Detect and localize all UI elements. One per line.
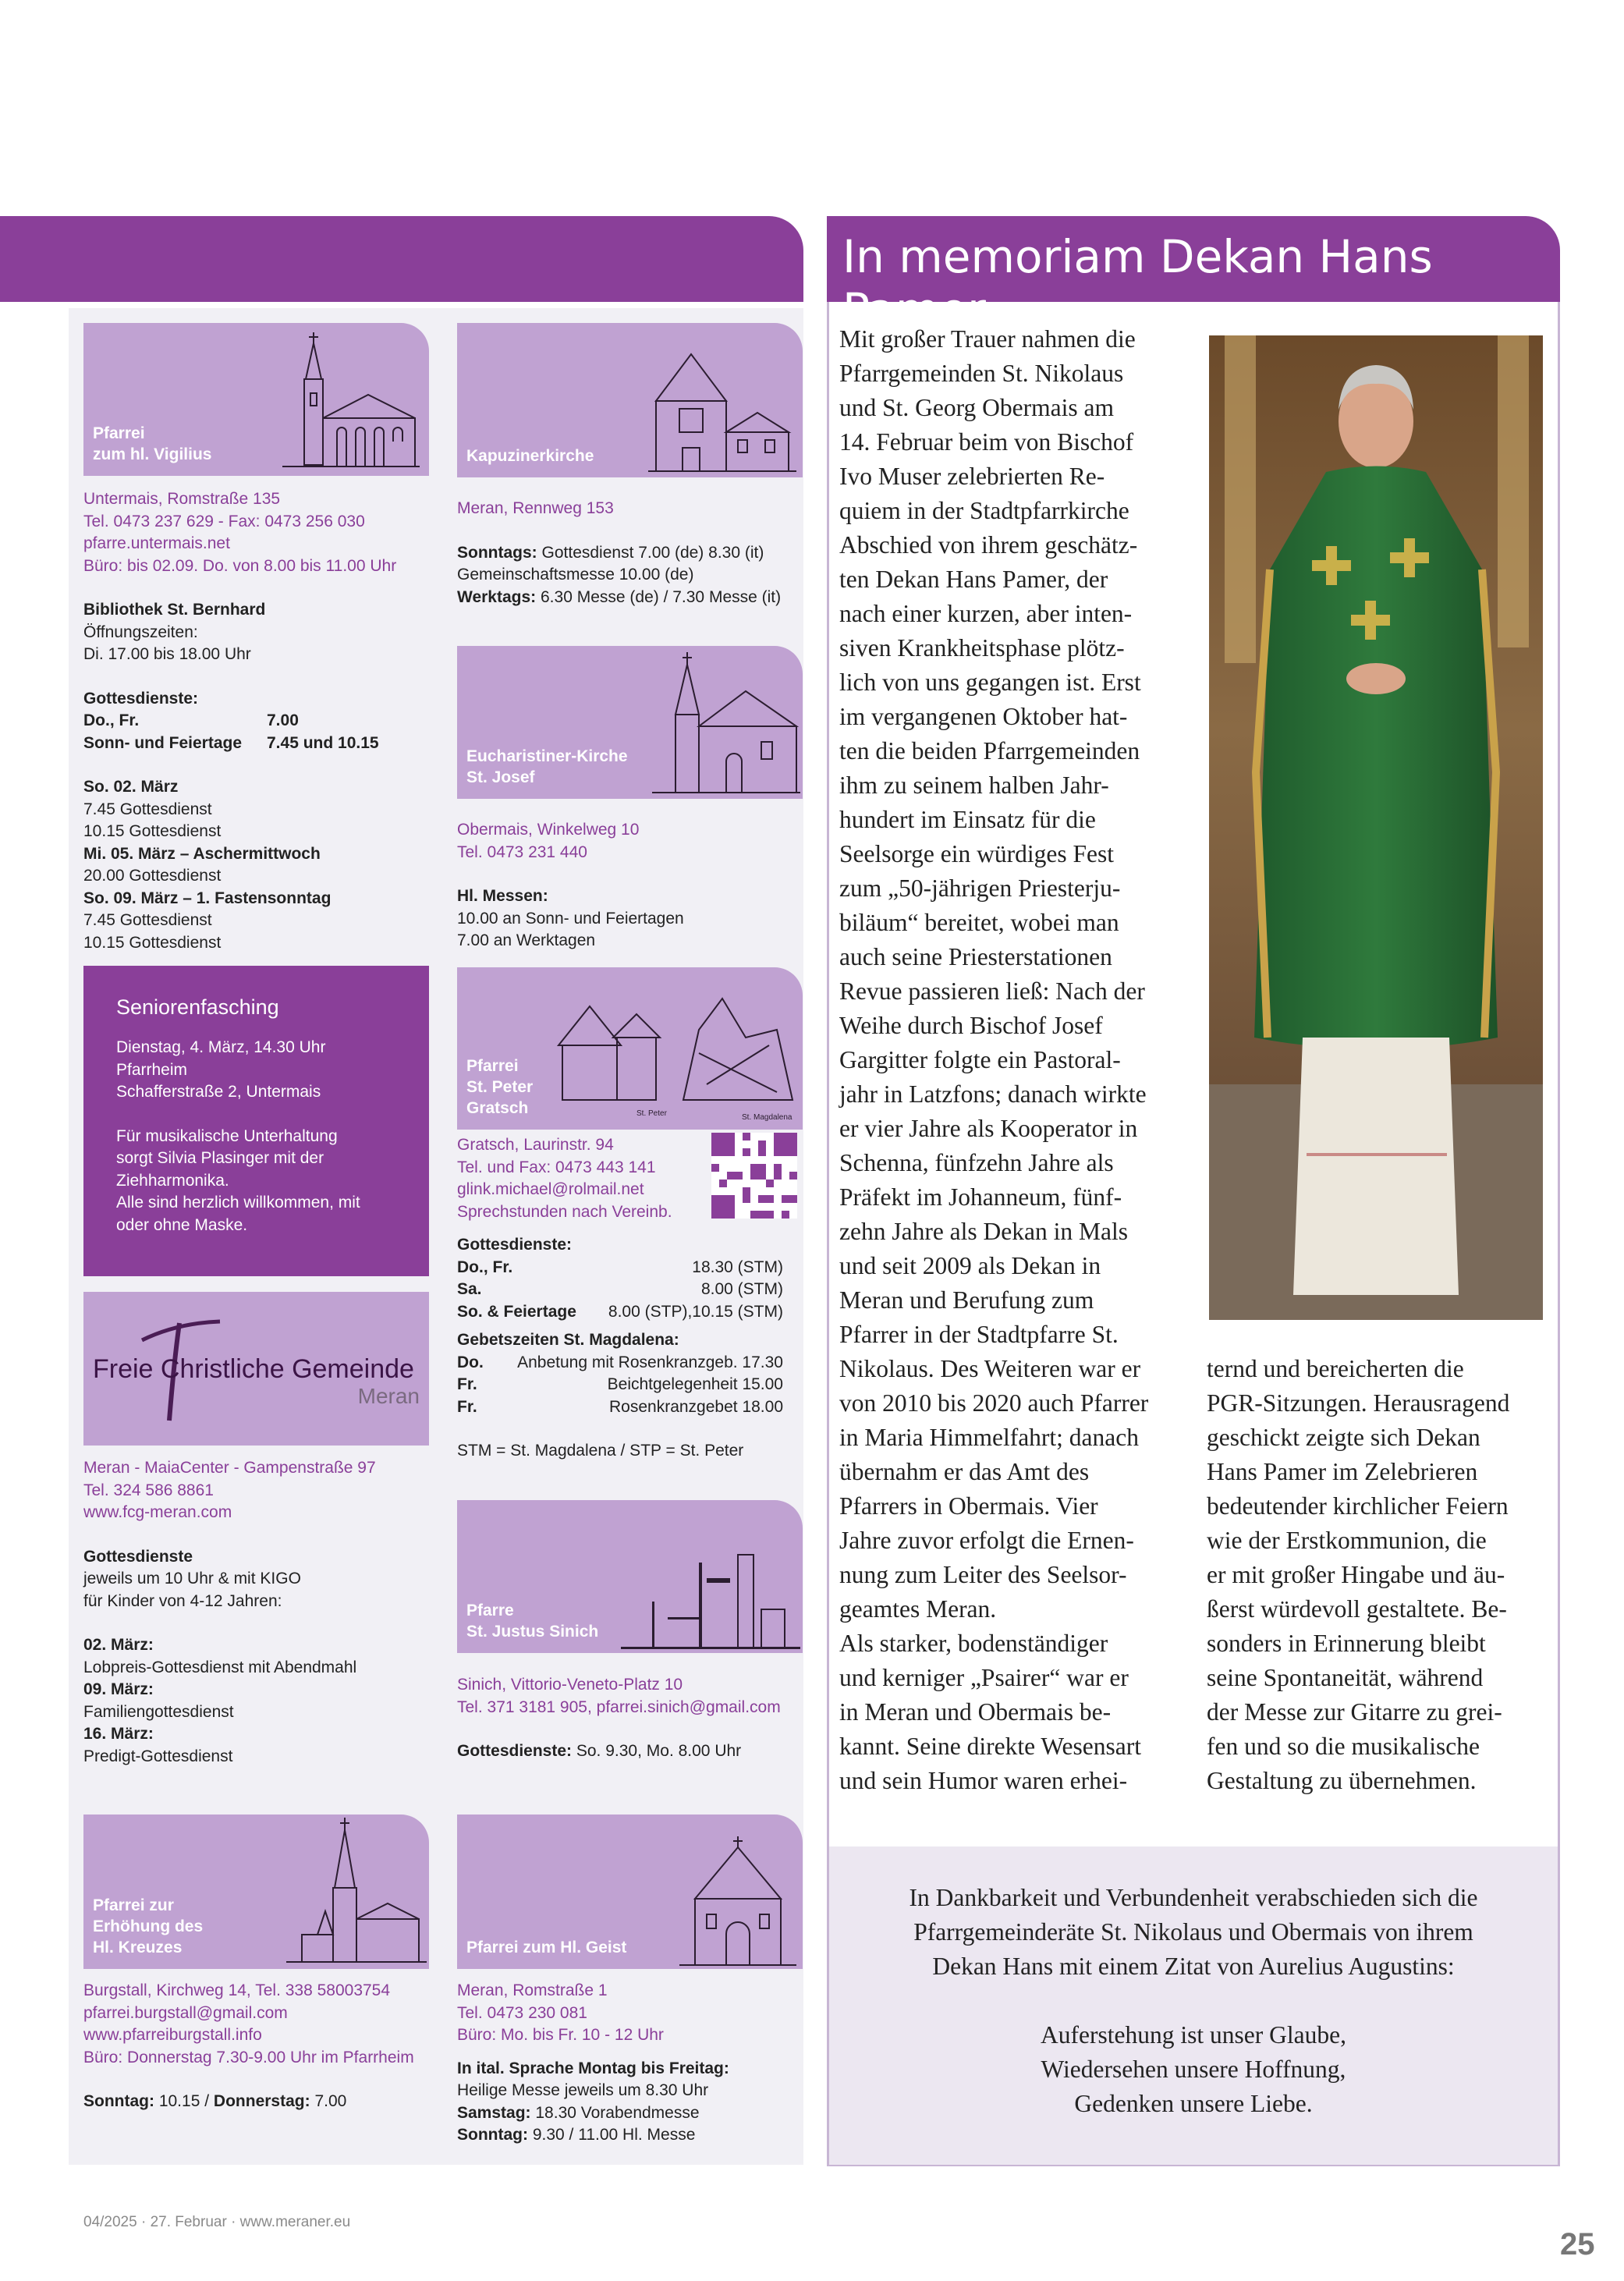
article-line: Präfekt im Johanneum, fünf-	[839, 1183, 1122, 1211]
article-line: Ivo Muser zelebrierten Re-	[839, 463, 1105, 490]
sinich-info	[457, 1674, 808, 1763]
kreuz-office-hours: Büro: Donnerstag 7.30-9.00 Uhr im Pfarrheim	[83, 2048, 414, 2066]
article-line: seine Spontaneität, während	[1207, 1664, 1484, 1691]
qr-code-icon[interactable]	[711, 1133, 797, 1219]
article-line: Weihe durch Bischof Josef	[839, 1012, 1103, 1039]
kreuz-card-header	[83, 1815, 429, 1969]
kapuziner-sunday-2: Gemeinschaftsmesse 10.00 (de)	[457, 566, 694, 584]
article-line: lich von uns gegangen ist. Erst	[839, 669, 1141, 696]
article-line: Schenna, fünfzehn Jahre als	[839, 1149, 1114, 1176]
article-line: fen und so die musikalische	[1207, 1733, 1480, 1760]
tribute-quote-line: Auferstehung ist unser Glaube,	[1041, 2021, 1346, 2049]
kapuziner-sunday: Sonntags: Gottesdienst 7.00 (de) 8.30 (it)	[457, 543, 764, 562]
kapuziner-weekday: Werktags: 6.30 Messe (de) / 7.30 Messe (it)	[457, 587, 782, 606]
geist-phone: Tel. 0473 230 081	[457, 2003, 587, 2022]
event-date: 16. März:	[83, 1725, 154, 1743]
article-line: Pfarrer in der Stadtpfarre St.	[839, 1321, 1119, 1348]
josef-phone: Tel. 0473 231 440	[457, 843, 587, 861]
article-line: Revue passieren ließ: Nach der	[839, 977, 1145, 1005]
fcg-services-line: jeweils um 10 Uhr & mit KIGO	[83, 1570, 301, 1587]
article-line: Nikolaus. Des Weiteren war er	[839, 1355, 1141, 1382]
kapuziner-card-header	[457, 323, 803, 477]
article-line: Pfarrers in Obermais. Vier	[839, 1492, 1098, 1520]
article-line: PGR-Sitzungen. Herausragend	[1207, 1389, 1510, 1417]
article-line: von 2010 bis 2020 auch Pfarrer	[839, 1389, 1149, 1417]
article-line: und kerniger „Psairer“ war er	[839, 1664, 1129, 1691]
fcg-logo-box	[83, 1292, 429, 1446]
tribute-line: In Dankbarkeit und Verbundenheit verabschieden sich die	[909, 1884, 1478, 1911]
article-line: siven Krankheitsphase plötz-	[839, 634, 1125, 662]
geist-saturday: Samstag: 18.30 Vorabendmesse	[457, 2103, 700, 2122]
fcg-services-line: für Kinder von 4-12 Jahren:	[83, 1591, 282, 1610]
fcg-address: Meran - MaiaCenter - Gampenstraße 97	[83, 1459, 376, 1477]
senioren-line: Dienstag, 4. März, 14.30 Uhr	[116, 1038, 326, 1056]
article-line: ten die beiden Pfarrgemeinden	[839, 737, 1140, 764]
senioren-line: oder ohne Maske.	[116, 1215, 248, 1234]
senioren-box	[83, 966, 429, 1276]
geist-line: Heilige Messe jeweils um 8.30 Uhr	[457, 2081, 709, 2099]
service-row: Do., Fr. 7.00	[83, 711, 299, 729]
senioren-line: Ziehharmonika.	[116, 1171, 229, 1190]
article-line: und St. Georg Obermais am	[839, 394, 1114, 421]
senioren-title: Seniorenfasching	[116, 995, 279, 1019]
josef-address: Obermais, Winkelweg 10	[457, 821, 640, 839]
kreuz-title-1: Pfarrei zur	[93, 1896, 174, 1914]
article-line: Gargitter folgte ein Pastoral-	[839, 1046, 1121, 1073]
article-line: Jahre zuvor erfolgt die Ernen-	[839, 1527, 1134, 1554]
article-line: nach einer kurzen, aber inten-	[839, 600, 1133, 627]
article-line: nung zum Leiter des Seelsor-	[839, 1561, 1127, 1588]
article-line: er mit großer Hingabe und äu-	[1207, 1561, 1505, 1588]
article-line: Seelsorge ein würdiges Fest	[839, 840, 1114, 867]
article-header	[827, 216, 1560, 336]
josef-line: 7.00 an Werktagen	[457, 931, 596, 949]
article-column-1	[839, 322, 1198, 1798]
prayer-row: Do. Anbetung mit Rosenkranzgeb. 17.30	[457, 1353, 783, 1371]
senioren-line: Alle sind herzlich willkommen, mit	[116, 1194, 360, 1211]
vigilius-info	[83, 488, 429, 954]
gratsch-prayer-title: Gebetszeiten St. Magdalena:	[457, 1331, 679, 1349]
fcg-logo-subtext: Meran	[357, 1384, 420, 1408]
vigilius-phone: Tel. 0473 237 629 - Fax: 0473 256 030	[83, 512, 365, 530]
fcg-info	[83, 1457, 429, 1768]
library-hours: Di. 17.00 bis 18.00 Uhr	[83, 645, 251, 663]
article-line: auch seine Priesterstationen	[839, 943, 1112, 970]
vigilius-web-link[interactable]: pfarre.untermais.net	[83, 534, 230, 552]
church-sketch-icon	[286, 1818, 427, 1969]
footer-text: 04/2025 · 27. Februar · www.meraner.eu	[83, 2214, 351, 2230]
article-line: und seit 2009 als Dekan in	[839, 1252, 1101, 1279]
sinich-title-1: Pfarre	[466, 1602, 514, 1619]
fcg-web-link[interactable]: www.fcg-meran.com	[83, 1503, 232, 1521]
kreuz-title-3: Hl. Kreuzes	[93, 1939, 183, 1956]
article-line: Meran und Berufung zum	[839, 1286, 1094, 1314]
kreuz-email-link[interactable]: pfarrei.burgstall@gmail.com	[83, 2003, 288, 2022]
gratsch-legend: STM = St. Magdalena / STP = St. Peter	[457, 1442, 744, 1460]
gratsch-services-title: Gottesdienste:	[457, 1236, 573, 1254]
event-line: 7.45 Gottesdienst	[83, 911, 212, 929]
sinich-phone: Tel. 371 3181 905, pfarrei.sinich@gmail.com	[457, 1697, 781, 1716]
article-line: sonders in Erinnerung bleibt	[1207, 1630, 1486, 1657]
event-line: 20.00 Gottesdienst	[83, 867, 222, 885]
church-sketch-icon	[275, 332, 423, 474]
event-line: Lobpreis-Gottesdienst mit Abendmahl	[83, 1658, 357, 1676]
sinich-card-header	[457, 1500, 803, 1653]
service-row: Do., Fr. 18.30 (STM)	[457, 1258, 783, 1276]
church-sketch-icon	[652, 652, 800, 799]
gratsch-card-header	[457, 967, 803, 1130]
library-hours-label: Öffnungszeiten:	[83, 623, 198, 641]
tribute-line: Dekan Hans mit einem Zitat von Aurelius Augustins:	[932, 1953, 1455, 1980]
kapuziner-info	[457, 498, 808, 608]
fcg-logo-text: Freie Christliche Gemeinde	[93, 1354, 414, 1384]
josef-title-1: Eucharistiner-Kirche	[466, 747, 628, 765]
vigilius-title-2: zum hl. Vigilius	[93, 445, 212, 463]
article-line: kannt. Seine direkte Wesensart	[839, 1733, 1142, 1760]
article-line: Als starker, bodenständiger	[839, 1630, 1108, 1657]
event-date: 09. März:	[83, 1680, 154, 1698]
article-line: Gestaltung zu übernehmen.	[1207, 1767, 1477, 1794]
service-row: Sa. 8.00 (STM)	[457, 1280, 783, 1298]
sinich-services: Gottesdienste: So. 9.30, Mo. 8.00 Uhr	[457, 1742, 742, 1760]
gratsch-title-2: St. Peter	[466, 1078, 534, 1096]
senioren-line: sorgt Silvia Plasinger mit der	[116, 1149, 324, 1167]
article-line: zehn Jahre als Dekan in Mals	[839, 1218, 1129, 1245]
vigilius-title-1: Pfarrei	[93, 424, 145, 442]
fcg-services-title: Gottesdienste	[83, 1547, 193, 1566]
vigilius-services-title: Gottesdienste:	[83, 689, 199, 708]
tribute-quote-line: Gedenken unsere Liebe.	[1074, 2090, 1313, 2117]
article-column-2	[1207, 1352, 1550, 1798]
gratsch-phone: Tel. und Fax: 0473 443 141	[457, 1158, 656, 1176]
article-line: hundert im Einsatz für die	[839, 806, 1096, 833]
article-line: Mit großer Trauer nahmen die	[839, 325, 1136, 353]
section-header-bar	[0, 216, 803, 302]
article-line: er vier Jahre als Kooperator in	[839, 1115, 1138, 1142]
article-title: In memoriam Dekan Hans Pamer	[842, 230, 1433, 336]
geist-address: Meran, Romstraße 1	[457, 1981, 608, 1999]
vigilius-card-header	[83, 323, 429, 476]
sinich-address: Sinich, Vittorio-Veneto-Platz 10	[457, 1676, 683, 1694]
service-row: Sonn- und Feiertage 7.45 und 10.15	[83, 733, 379, 752]
article-line: ihm zu seinem halben Jahr-	[839, 772, 1109, 799]
priest-photo	[1209, 335, 1543, 1320]
article-line: 14. Februar beim von Bischof	[839, 428, 1134, 456]
article-line: quiem in der Stadtpfarrkirche	[839, 497, 1129, 524]
article-line: Pfarrgemeinden St. Nikolaus	[839, 360, 1124, 387]
kreuz-services: Sonntag: 10.15 / Donnerstag: 7.00	[83, 2092, 347, 2110]
josef-line: 10.00 an Sonn- und Feiertagen	[457, 909, 684, 928]
geist-office-hours: Büro: Mo. bis Fr. 10 - 12 Uhr	[457, 2026, 664, 2044]
article-line: Hans Pamer im Zelebrieren	[1207, 1458, 1478, 1485]
prayer-row: Fr. Rosenkranzgebet 18.00	[457, 1397, 783, 1416]
event-date: 02. März:	[83, 1636, 154, 1654]
church-sketch-icon	[648, 339, 796, 475]
gratsch-title-3: Gratsch	[466, 1099, 529, 1117]
kreuz-info	[83, 1980, 442, 2113]
kreuz-address: Burgstall, Kirchweg 14, Tel. 338 58003754	[83, 1981, 391, 1999]
ruins-sketch-icon	[621, 1547, 800, 1653]
josef-masses-title: Hl. Messen:	[457, 887, 548, 905]
church-sketch-icon	[679, 1836, 796, 1969]
gratsch-address: Gratsch, Laurinstr. 94	[457, 1136, 614, 1154]
gratsch-email-link[interactable]: glink.michael@rolmail.net	[457, 1180, 644, 1198]
tribute-box	[829, 1846, 1558, 2165]
geist-title: Pfarrei zum Hl. Geist	[466, 1939, 627, 1956]
article-line: zum „50-jährigen Priesterju-	[839, 874, 1121, 902]
event-date: Mi. 05. März – Aschermittwoch	[83, 844, 321, 863]
article-line: jahr in Latzfons; danach wirkte	[839, 1080, 1147, 1108]
senioren-line: Schafferstraße 2, Untermais	[116, 1083, 321, 1101]
article-line: ten Dekan Hans Pamer, der	[839, 566, 1108, 593]
kapuziner-address: Meran, Rennweg 153	[457, 499, 614, 517]
event-date: So. 09. März – 1. Fastensonntag	[83, 889, 332, 907]
library-title: Bibliothek St. Bernhard	[83, 601, 266, 619]
event-line: 10.15 Gottesdienst	[83, 822, 222, 840]
event-line: Predigt-Gottesdienst	[83, 1747, 233, 1765]
josef-title-2: St. Josef	[466, 768, 535, 786]
article-line: der Messe zur Gitarre zu grei-	[1207, 1698, 1502, 1726]
churches-sketch-icon	[543, 983, 800, 1130]
tribute-quote-line: Wiedersehen unsere Hoffnung,	[1041, 2056, 1346, 2083]
kapuziner-title: Kapuzinerkirche	[466, 447, 594, 465]
gratsch-title-1: Pfarrei	[466, 1057, 519, 1075]
article-line: ßerst würdevoll gestaltete. Be-	[1207, 1595, 1507, 1623]
article-line: in Meran und Obermais be-	[839, 1698, 1112, 1726]
article-line: in Maria Himmelfahrt; danach	[839, 1424, 1139, 1451]
event-line: 7.45 Gottesdienst	[83, 800, 212, 818]
article-line: bedeutender kirchlicher Feiern	[1207, 1492, 1509, 1520]
geist-sunday: Sonntag: 9.30 / 11.00 Hl. Messe	[457, 2126, 696, 2144]
article-line: ternd und bereicherten die	[1207, 1355, 1464, 1382]
page-number: 25	[1560, 2227, 1595, 2261]
senioren-line: Pfarrheim	[116, 1060, 188, 1079]
article-line: und sein Humor waren erhei-	[839, 1767, 1128, 1794]
geist-card-header	[457, 1815, 803, 1969]
kreuz-web-link[interactable]: www.pfarreiburgstall.info	[83, 2026, 262, 2044]
fcg-phone: Tel. 324 586 8861	[83, 1481, 214, 1499]
kreuz-title-2: Erhöhung des	[93, 1917, 204, 1935]
vigilius-office-hours: Büro: bis 02.09. Do. von 8.00 bis 11.00 Uhr	[83, 556, 397, 575]
article-line: wie der Erstkommunion, die	[1207, 1527, 1487, 1554]
article-line: im vergangenen Oktober hat-	[839, 703, 1128, 730]
sketch-label: St. Peter	[636, 1109, 667, 1118]
article-line: geamtes Meran.	[839, 1595, 997, 1623]
article-line: übernahm er das Amt des	[839, 1458, 1090, 1485]
prayer-row: Fr. Beichtgelegenheit 15.00	[457, 1375, 783, 1393]
gratsch-hours: Sprechstunden nach Vereinb.	[457, 1202, 672, 1221]
tribute-line: Pfarrgemeinderäte St. Nikolaus und Obermais von ihrem	[913, 1918, 1473, 1946]
vigilius-address: Untermais, Romstraße 135	[83, 490, 281, 508]
article-line: biläum“ bereitet, wobei man	[839, 909, 1119, 936]
sinich-title-2: St. Justus Sinich	[466, 1623, 599, 1641]
article-line: Abschied von ihrem geschätz-	[839, 531, 1138, 559]
senioren-line: Für musikalische Unterhaltung	[116, 1126, 338, 1145]
article-line: geschickt zeigte sich Dekan	[1207, 1424, 1480, 1451]
event-date: So. 02. März	[83, 778, 179, 796]
service-row: So. & Feiertage 8.00 (STP),10.15 (STM)	[457, 1302, 783, 1321]
josef-card-header	[457, 646, 803, 799]
geist-services-title: In ital. Sprache Montag bis Freitag:	[457, 2059, 729, 2077]
sketch-label: St. Magdalena	[742, 1113, 792, 1122]
event-line: 10.15 Gottesdienst	[83, 933, 222, 952]
event-line: Familiengottesdienst	[83, 1702, 234, 1721]
josef-info	[457, 819, 808, 952]
geist-info	[457, 1980, 808, 2147]
